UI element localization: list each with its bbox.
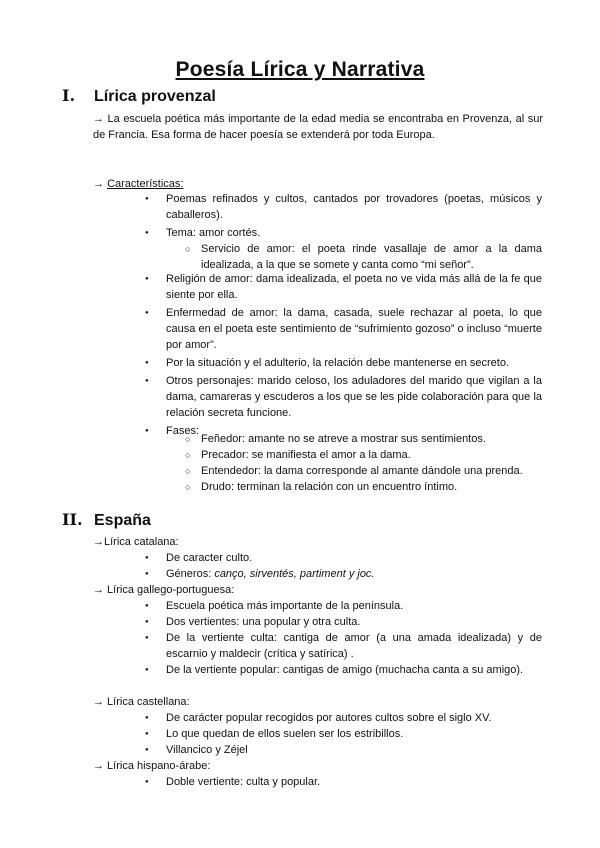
list-item: ● Poemas refinados y cultos, cantados por trovadores (poetas, músicos y caballeros). [166, 191, 542, 223]
list-item: ● Enfermedad de amor: la dama, casada, suele rechazar al poeta, lo que causa en el poeta este sentimiento de “sufrimiento gozoso” o incluso “muerte por amor”. [166, 305, 542, 353]
section-number: II. [62, 510, 83, 529]
page-title: Poesía Lírica y Narrativa [175, 58, 425, 81]
lirica-castellana-label: → Lírica castellana: [93, 696, 190, 708]
list-item: ● Tema: amor cortés. [166, 225, 542, 241]
lirica-castellana-list [166, 710, 542, 758]
lirica-hispano-label: → Lírica hispano-árabe: [93, 760, 211, 772]
sublist-amor-cortes [201, 241, 542, 273]
list-item: ● Escuela poética más importante de la península. [166, 598, 542, 614]
lirica-gallego-list [166, 598, 542, 678]
list-item: ● De carácter popular recogidos por autores cultos sobre el siglo XV. [166, 710, 542, 726]
list-item: ○ Servicio de amor: el poeta rinde vasallaje de amor a la dama idealizada, a la que se somete y canta como “mi señor”. [201, 241, 542, 273]
intro-paragraph: → La escuela poética más importante de la edad media se encontraba en Provenza, al sur de Francia. Esa forma de hacer poesía se extenderá por toda Europa. [93, 113, 543, 141]
list-item [166, 566, 542, 582]
section-number: I. [62, 86, 76, 105]
list-item: ● Dos vertientes: una popular y otra culta. [166, 614, 542, 630]
list-item: ● Lo que quedan de ellos suelen ser los estribillos. [166, 726, 542, 742]
section-title: Lírica provenzal [94, 88, 216, 105]
characteristics-label [93, 176, 183, 192]
characteristics-list [166, 191, 542, 241]
generos-prefix: Géneros: [166, 568, 215, 580]
list-item: ● Otros personajes: marido celoso, los aduladores del marido que vigilan a la dama, camareras y escuderos a los que se les pide colaboración para que la relación secreta funcione. [166, 373, 542, 421]
list-item: ○ Feñedor: amante no se atreve a mostrar sus sentimientos. [201, 431, 542, 447]
list-item: ● Por la situación y el adulterio, la relación debe mantenerse en secreto. [166, 355, 542, 371]
arrow-glyph: → [93, 178, 108, 190]
list-item: ● Religión de amor: dama idealizada, el poeta no ve vida más allá de la fe que siente por ella. [166, 271, 542, 303]
list-item: ● De caracter culto. [166, 550, 542, 566]
lirica-catalana-list [166, 550, 542, 582]
lirica-hispano-list [166, 774, 542, 790]
sublist-fases [201, 431, 542, 495]
characteristics-list-cont [166, 271, 542, 439]
section-heading-espana [62, 510, 151, 530]
characteristics-text: Características: [107, 178, 184, 190]
lirica-catalana-label: →Lírica catalana: [93, 536, 179, 548]
lirica-gallego-label: → Lírica gallego-portuguesa: [93, 584, 235, 596]
list-item: ● Doble vertiente: culta y popular. [166, 774, 542, 790]
list-item: ● De la vertiente popular: cantigas de amigo (muchacha canta a su amigo). [166, 662, 542, 678]
list-item: ● Villancico y Zéjel [166, 742, 542, 758]
section-title: España [94, 512, 151, 529]
section-heading-lirica-provenzal [62, 86, 216, 106]
list-item: ● De la vertiente culta: cantiga de amor (a una amada idealizada) y de escarnio y maldecir (crítica y satírica) . [166, 630, 542, 662]
list-item: ○ Drudo: terminan la relación con un encuentro íntimo. [201, 479, 542, 495]
generos-list: canço, sirventés, partiment y joc. [214, 568, 375, 580]
list-item: ○ Precador: se manifiesta el amor a la dama. [201, 447, 542, 463]
list-item: ● Fases: [166, 423, 542, 439]
list-item: ○ Entendedor: la dama corresponde al amante dándole una prenda. [201, 463, 542, 479]
